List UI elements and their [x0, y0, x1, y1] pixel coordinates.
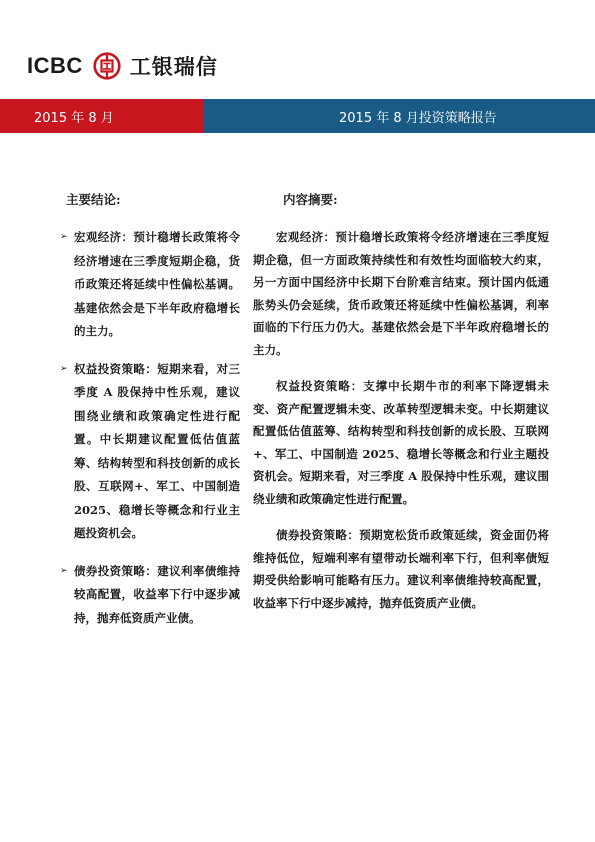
icbc-seal-icon [93, 52, 121, 80]
arrow-bullet-icon: ➢ [60, 363, 68, 374]
company-logo [27, 49, 218, 83]
key-conclusions-title: 主要结论: [66, 192, 121, 207]
bullet-text: 宏观经济：预计稳增长政策将令经济增速在三季度短期企稳，货币政策还将延续中性偏松基调。基建依然会是下半年政府稳增长的主力。 [74, 230, 240, 338]
logo-icbc-text: ICBC [27, 53, 83, 78]
summary-paragraph: 债券投资策略：预期宽松货币政策延续，资金面仍将维持低位，短端利率有望带动长端利率下行，但利率债短期受供给影响可能略有压力。建议利率债维持较高配置，收益率下行中逐步减持，抛弃低资质产业债。 [253, 528, 549, 610]
report-title: 2015 年 8 月投资策略报告 [339, 110, 497, 126]
logo-chinese-name: 工银瑞信 [129, 55, 218, 79]
list-item [60, 358, 240, 546]
list-item [60, 226, 240, 344]
summary-section [253, 190, 549, 628]
summary-paragraph: 宏观经济：预计稳增长政策将令经济增速在三季度短期企稳，但一方面政策持续性和有效性均面临较大约束，另一方面中国经济中长期下台阶难言结束。预计国内低通胀势头仍会延续，货币政策还将延续中性偏松基调，利率面临的下行压力仍大。基建依然会是下半年政府稳增长的主力。 [253, 230, 549, 357]
arrow-bullet-icon: ➢ [60, 232, 68, 242]
arrow-bullet-icon: ➢ [60, 565, 68, 576]
list-item [60, 560, 240, 631]
header-band [0, 99, 595, 133]
bullet-text: 债券投资策略：建议利率债维持较高配置，收益率下行中逐步减持，抛弃低资质产业债。 [74, 563, 240, 625]
header-title-block [204, 99, 595, 133]
key-conclusions-section [60, 190, 240, 644]
summary-paragraph: 权益投资策略：支撑中长期牛市的利率下降逻辑未变、资产配置逻辑未变、改革转型逻辑未变。中长期建议配置低估值蓝筹、结构转型和科技创新的成长股、互联网+、军工、中国制造 2025、稳增长等概念和行业主题投资机会。短期来看，对三季度 A 股保持中性乐观，建议围绕业绩和政策确定性进行配置。 [253, 379, 549, 506]
summary-title: 内容摘要: [283, 192, 338, 207]
header-date-block [0, 99, 204, 133]
bullet-text: 权益投资策略：短期来看，对三季度 A 股保持中性乐观，建议围绕业绩和政策确定性进行配置。中长期建议配置低估值蓝筹、结构转型和科技创新的成长股、互联网+、军工、中国制造 2025、稳增长等概念和行业主题投资机会。 [74, 361, 240, 540]
header-date: 2015 年 8 月 [34, 110, 114, 126]
